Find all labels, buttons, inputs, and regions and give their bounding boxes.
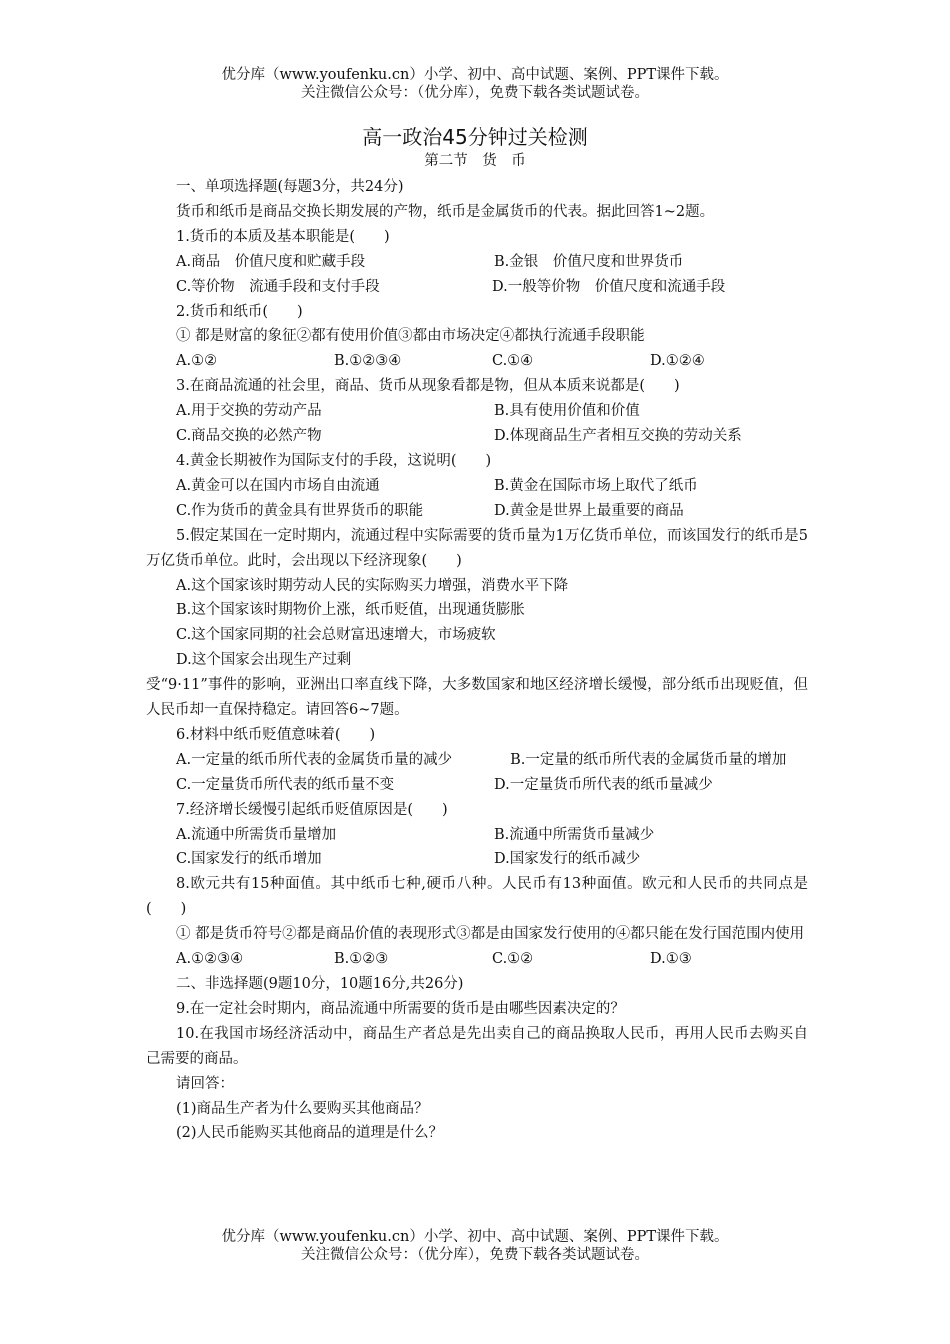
option-c: C.①② bbox=[492, 951, 534, 968]
option-d: D.体现商品生产者相互交换的劳动关系 bbox=[494, 428, 742, 445]
section-1-heading: 一、单项选择题(每题3分，共24分) bbox=[176, 179, 404, 195]
option-b: B.①②③ bbox=[334, 951, 389, 968]
page-subtitle: 第二节 货 币 bbox=[424, 153, 526, 169]
intro-2: 受“9·11”事件的影响，亚洲出口率直线下降，大多数国家和地区经济增长缓慢，部分纸币出现贬值，但人民币却一直保持稳定。请回答6~7题。 bbox=[146, 677, 808, 719]
option-a: A.这个国家该时期劳动人民的实际购买力增强，消费水平下降 bbox=[176, 577, 569, 594]
option-b: B.金银 价值尺度和世界货币 bbox=[494, 253, 684, 270]
question-1-options-cd bbox=[146, 275, 808, 300]
question-10-stem: 10.在我国市场经济活动中，商品生产者总是先出卖自己的商品换取人民币，再用人民币去购买自己需要的商品。 bbox=[146, 1025, 808, 1067]
question-2-options bbox=[146, 349, 808, 374]
header-line-2: 关注微信公众号：（优分库），免费下载各类试题试卷。 bbox=[301, 85, 649, 101]
option-c: C.这个国家同期的社会总财富迅速增大，市场疲软 bbox=[176, 627, 496, 644]
option-c: C.一定量货币所代表的纸币量不变 bbox=[176, 776, 395, 793]
header-line-1: 优分库（www.youfenku.cn）小学、初中、高中试题、案例、PPT课件下载。 bbox=[221, 67, 729, 83]
question-8-items: ① 都是货币符号②都是商品价值的表现形式③都是由国家发行使用的④都只能在发行国范围内使用 bbox=[176, 926, 805, 943]
option-c: C.国家发行的纸币增加 bbox=[176, 851, 322, 868]
question-7-options-cd bbox=[146, 847, 808, 872]
option-d: D.国家发行的纸币减少 bbox=[494, 851, 641, 868]
question-3-options-cd bbox=[146, 424, 808, 449]
option-b: B.具有使用价值和价值 bbox=[494, 403, 640, 420]
option-b: B.①②③④ bbox=[334, 353, 402, 370]
option-c: C.商品交换的必然产物 bbox=[176, 428, 322, 445]
option-b: B.流通中所需货币量减少 bbox=[494, 826, 655, 843]
question-1-stem: 1.货币的本质及基本职能是( ) bbox=[176, 228, 390, 245]
intro-1: 货币和纸币是商品交换长期发展的产物，纸币是金属货币的代表。据此回答1~2题。 bbox=[176, 203, 715, 220]
option-d: D.①③ bbox=[650, 951, 692, 968]
question-7-stem: 7.经济增长缓慢引起纸币贬值原因是( ) bbox=[176, 801, 448, 818]
option-d: D.①②④ bbox=[650, 353, 705, 370]
question-10-sub-1: (1)商品生产者为什么要购买其他商品？ bbox=[176, 1100, 429, 1117]
option-d: D.一定量货币所代表的纸币量减少 bbox=[494, 776, 713, 793]
question-2-items: ① 都是财富的象征②都有使用价值③都由市场决定④都执行流通手段职能 bbox=[176, 328, 645, 345]
question-8-stem: 8.欧元共有15种面值。其中纸币七种,硬币八种。人民币有13种面值。欧元和人民币的共同点是( ) bbox=[146, 876, 808, 918]
option-a: A.商品 价值尺度和贮藏手段 bbox=[176, 253, 366, 270]
question-8-options bbox=[146, 947, 808, 972]
option-a: A.用于交换的劳动产品 bbox=[176, 403, 322, 420]
option-d: D.黄金是世界上最重要的商品 bbox=[494, 502, 684, 519]
option-b: B.黄金在国际市场上取代了纸币 bbox=[494, 477, 698, 494]
option-c: C.①④ bbox=[492, 353, 534, 370]
question-3-stem: 3.在商品流通的社会里，商品、货币从现象看都是物，但从本质来说都是( ) bbox=[176, 378, 680, 395]
option-a: A.①②③④ bbox=[176, 951, 244, 968]
question-2-stem: 2.货币和纸币( ) bbox=[176, 303, 303, 320]
option-a: A.黄金可以在国内市场自由流通 bbox=[176, 477, 380, 494]
question-4-options-ab bbox=[146, 474, 808, 499]
page-title: 高一政治45分钟过关检测 bbox=[362, 125, 588, 149]
question-3-options-ab bbox=[146, 399, 808, 424]
question-7-options-ab bbox=[146, 823, 808, 848]
option-c: C.作为货币的黄金具有世界货币的职能 bbox=[176, 502, 424, 519]
option-b: B.这个国家该时期物价上涨，纸币贬值，出现通货膨胀 bbox=[176, 602, 525, 619]
question-6-stem: 6.材料中纸币贬值意味着( ) bbox=[176, 726, 376, 743]
section-2-heading: 二、非选择题(9题10分，10题16分,共26分) bbox=[176, 976, 464, 992]
option-d: D.一般等价物 价值尺度和流通手段 bbox=[492, 278, 726, 295]
question-9: 9.在一定社会时期内，商品流通中所需要的货币是由哪些因素决定的？ bbox=[176, 1000, 625, 1017]
page-header bbox=[0, 66, 950, 102]
question-4-options-cd bbox=[146, 499, 808, 524]
option-a: A.①② bbox=[176, 353, 218, 370]
page-footer bbox=[0, 1228, 950, 1264]
footer-line-1: 优分库（www.youfenku.cn）小学、初中、高中试题、案例、PPT课件下载。 bbox=[221, 1229, 729, 1245]
question-6-options-cd bbox=[146, 773, 808, 798]
question-5-stem: 5.假定某国在一定时期内，流通过程中实际需要的货币量为1万亿货币单位，而该国发行的纸币是5万亿货币单位。此时，会出现以下经济现象( ) bbox=[146, 527, 808, 569]
question-10-sub-2: (2)人民币能购买其他商品的道理是什么？ bbox=[176, 1125, 444, 1142]
question-6-options-ab: A.一定量的纸币所代表的金属货币量的减少 B.一定量的纸币所代表的金属货币量的增加 bbox=[176, 751, 787, 768]
question-4-stem: 4.黄金长期被作为国际支付的手段，这说明( ) bbox=[176, 452, 492, 469]
footer-line-2: 关注微信公众号：（优分库），免费下载各类试题试卷。 bbox=[301, 1247, 649, 1263]
question-10-prompt: 请回答： bbox=[176, 1075, 234, 1092]
option-c: C.等价物 流通手段和支付手段 bbox=[176, 278, 380, 295]
exam-content bbox=[146, 175, 808, 1146]
question-1-options-ab bbox=[146, 250, 808, 275]
option-d: D.这个国家会出现生产过剩 bbox=[176, 652, 352, 669]
option-a: A.流通中所需货币量增加 bbox=[176, 826, 337, 843]
